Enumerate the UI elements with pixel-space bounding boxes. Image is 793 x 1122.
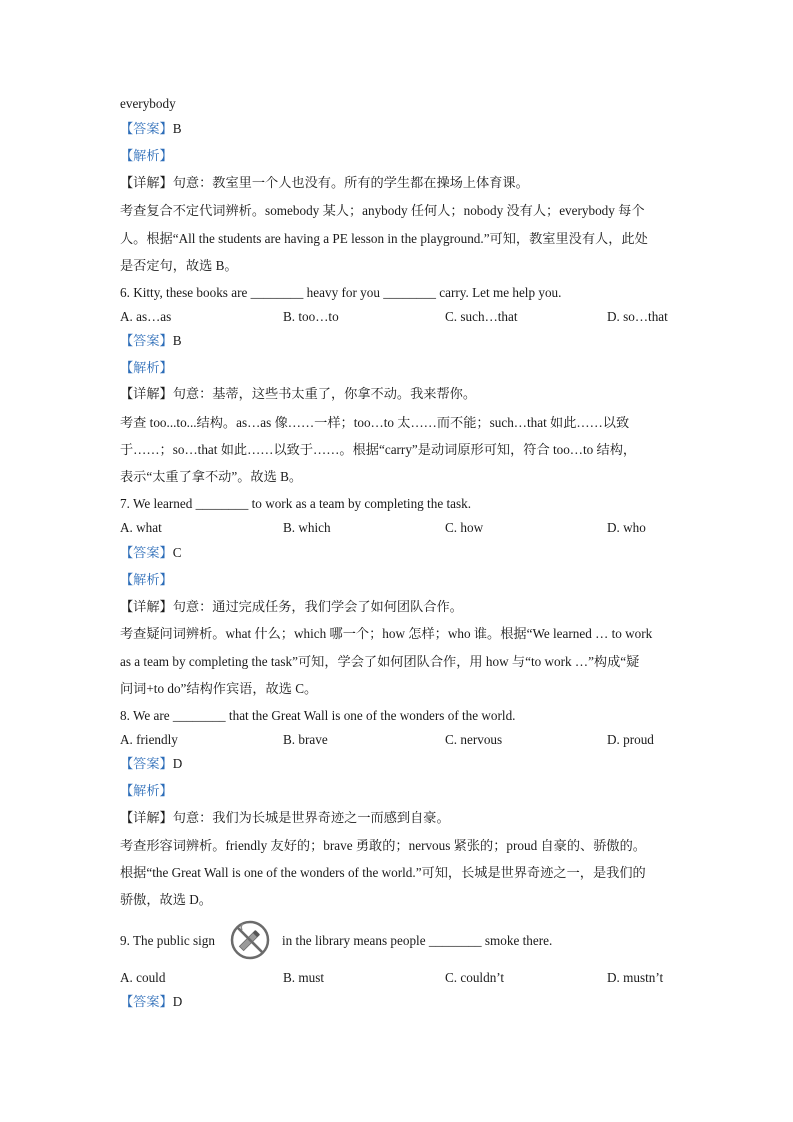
answer-value: B — [172, 121, 182, 136]
detail-text: 句意：通过完成任务，我们学会了如何团队合作。 — [172, 599, 463, 614]
no-smoking-icon — [230, 920, 270, 960]
explanation-line: 人。根据“All the students are having a PE lesson in the playground.”可知，教室里没有人，此处 — [120, 231, 648, 246]
answer-value: B — [172, 333, 182, 348]
option-b: B. which — [283, 520, 331, 535]
detail-tag: 【详解】 — [120, 599, 173, 614]
option-d: D. who — [607, 520, 646, 535]
answer-tag: 【答案】 — [120, 121, 173, 136]
answer-line — [120, 544, 680, 562]
explanation-line: 考查复合不定代词辨析。somebody 某人；anybody 任何人；nobody 没有人；everybody 每个 — [120, 203, 645, 218]
detail-line — [120, 809, 680, 827]
detail-tag: 【详解】 — [120, 386, 173, 401]
option-c: C. couldn’t — [445, 970, 505, 985]
option-a: A. as…as — [120, 309, 172, 324]
question-9-part-a: 9. The public sign — [120, 933, 215, 948]
option-c: C. nervous — [445, 732, 503, 747]
explanation-line: 问词+to do”结构作宾语，故选 C。 — [120, 681, 318, 696]
answer-tag: 【答案】 — [120, 994, 173, 1009]
detail-line — [120, 174, 680, 192]
detail-text: 句意：基蒂，这些书太重了，你拿不动。我来帮你。 — [172, 386, 477, 401]
option-b: B. too…to — [283, 309, 339, 324]
answer-value: D — [172, 756, 183, 771]
explanation-line: 考查形容词辨析。friendly 友好的；brave 勇敢的；nervous 紧张的；proud 自豪的、骄傲的。 — [120, 838, 646, 853]
question-9-part-b: in the library means people ________ smoke there. — [282, 933, 553, 948]
question-6: 6. Kitty, these books are ________ heavy for you ________ carry. Let me help you. — [120, 285, 562, 300]
detail-line — [120, 385, 680, 403]
answer-value: D — [172, 994, 183, 1009]
option-a: A. what — [120, 520, 162, 535]
detail-text: 句意：教室里一个人也没有。所有的学生都在操场上体育课。 — [172, 175, 529, 190]
detail-tag: 【详解】 — [120, 175, 173, 190]
answer-tag: 【答案】 — [120, 545, 173, 560]
option-d: D. so…that — [607, 309, 668, 324]
answer-value: C — [172, 545, 182, 560]
analysis-tag: 【解析】 — [120, 572, 173, 587]
explanation-line: 于……；so…that 如此……以致于……。根据“carry”是动词原形可知，符合 too…to 结构， — [120, 442, 637, 457]
question-8: 8. We are ________ that the Great Wall is one of the wonders of the world. — [120, 708, 516, 723]
explanation-line: as a team by completing the task”可知，学会了如何团队合作，用 how 与“to work …”构成“疑 — [120, 654, 640, 669]
analysis-tag: 【解析】 — [120, 148, 173, 163]
option-d: D. proud — [607, 732, 654, 747]
explanation-line: 考查疑问词辨析。what 什么；which 哪一个；how 怎样；who 谁。根据“We learned … to work — [120, 626, 653, 641]
answer-tag: 【答案】 — [120, 756, 173, 771]
explanation-line: 考查 too...to...结构。as…as 像……一样；too…to 太……而不能；such…that 如此……以致 — [120, 415, 630, 430]
option-a: A. friendly — [120, 732, 178, 747]
analysis-tag: 【解析】 — [120, 783, 173, 798]
option-c: C. how — [445, 520, 484, 535]
detail-text: 句意：我们为长城是世界奇迹之一而感到自豪。 — [172, 810, 450, 825]
option-a: A. could — [120, 970, 166, 985]
explanation-line: 表示“太重了拿不动”。故选 B。 — [120, 469, 303, 484]
option-b: B. brave — [283, 732, 328, 747]
detail-line — [120, 598, 680, 616]
text-line: everybody — [120, 96, 176, 111]
analysis-tag: 【解析】 — [120, 360, 173, 375]
detail-tag: 【详解】 — [120, 810, 173, 825]
answer-line — [120, 332, 680, 350]
question-7: 7. We learned ________ to work as a team by completing the task. — [120, 496, 472, 511]
answer-line — [120, 993, 680, 1011]
option-d: D. mustn’t — [607, 970, 664, 985]
explanation-line: 是否定句，故选 B。 — [120, 258, 238, 273]
answer-tag: 【答案】 — [120, 333, 173, 348]
explanation-line: 根据“the Great Wall is one of the wonders of the world.”可知，长城是世界奇迹之一，是我们的 — [120, 865, 646, 880]
option-c: C. such…that — [445, 309, 518, 324]
explanation-line: 骄傲，故选 D。 — [120, 892, 212, 907]
answer-line — [120, 755, 680, 773]
option-b: B. must — [283, 970, 325, 985]
answer-line — [120, 120, 680, 138]
